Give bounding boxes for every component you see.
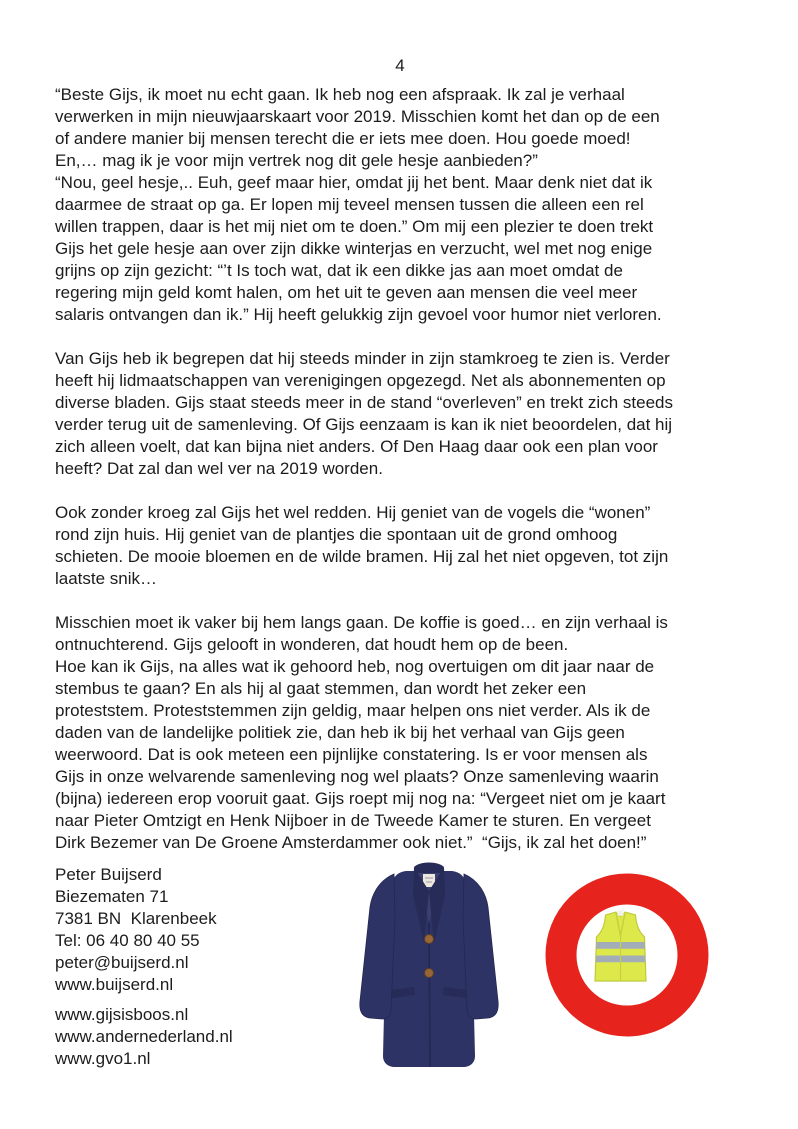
text-line: daden van de landelijke politiek zie, dan heb ik bij het verhaal van Gijs geen: [55, 723, 625, 742]
text-line: Van Gijs heb ik begrepen dat hij steeds minder in zijn stamkroeg te zien is. Verder: [55, 349, 670, 368]
text-line: (bijna) iedereen erop vooruit gaat. Gijs roept mij nog na: “Vergeet niet om je kaart: [55, 789, 666, 808]
coat-collar: [414, 863, 444, 874]
paragraph: [55, 84, 760, 326]
text-line: “Nou, geel hesje,.. Euh, geef maar hier, omdat jij het bent. Maar denk niet dat ik: [55, 173, 653, 192]
signature-line: Biezematen 71: [55, 887, 169, 906]
text-line: Gijs in onze welvarende samenleving nog wel plaats? Onze samenleving waarin: [55, 767, 659, 786]
coat-front-seam: [429, 923, 430, 1067]
prohibition-sign-icon: [545, 873, 709, 1037]
text-line: proteststem. Proteststemmen zijn geldig, maar helpen ons niet verder. Als ik de: [55, 701, 651, 720]
text-line: En,… mag ik je voor mijn vertrek nog dit gele hesje aanbieden?”: [55, 151, 538, 170]
paragraph: [55, 502, 760, 590]
coat-button: [425, 935, 434, 944]
text-line: Hoe kan ik Gijs, na alles wat ik gehoord heb, nog overtuigen om dit jaar naar de: [55, 657, 655, 676]
text-line: ontnuchterend. Gijs gelooft in wonderen, dat houdt hem op de been.: [55, 635, 569, 654]
text-line: rond zijn huis. Hij geniet van de plantjes die spontaan uit de grond omhoog: [55, 525, 618, 544]
text-line: verwerken in mijn nieuwjaarskaart voor 2019. Misschien komt het dan op de een: [55, 107, 660, 126]
page-number: 4: [395, 56, 405, 75]
signature-line: www.buijserd.nl: [55, 975, 174, 994]
text-line: heeft hij lidmaatschappen van verenigingen opgezegd. Net als abonnementen op: [55, 371, 666, 390]
text-line: Dirk Bezemer van De Groene Amsterdammer ook niet.” “Gijs, ik zal het doen!”: [55, 833, 647, 852]
signature-line: 7381 BN Klarenbeek: [55, 909, 217, 928]
text-line: zich alleen voelt, dat kan bijna niet anders. Of Den Haag daar ook een plan voor: [55, 437, 658, 456]
paragraph: [55, 348, 760, 480]
website-line: www.gijsisboos.nl: [55, 1005, 189, 1024]
text-line: stembus te gaan? En als hij al gaat stemmen, dan wordt het zeker een: [55, 679, 587, 698]
text-line: laatste snik…: [55, 569, 158, 588]
coat-illustration: [358, 861, 500, 1073]
prohibition-sign-illustration: [545, 873, 709, 1037]
text-line: naar Pieter Omtzigt en Henk Nijboer in de Tweede Kamer te sturen. En vergeet: [55, 811, 651, 830]
text-line: Misschien moet ik vaker bij hem langs gaan. De koffie is goed… en zijn verhaal is: [55, 613, 668, 632]
text-line: verder terug uit de samenleving. Of Gijs eenzaam is kan ik niet beoordelen, dat hij: [55, 415, 673, 434]
text-line: of andere manier bij mensen terecht die er iets mee doen. Hou goede moed!: [55, 129, 631, 148]
vest-neck-tag: [618, 911, 624, 916]
signature-contact: [55, 864, 233, 996]
website-line: www.andernederland.nl: [55, 1027, 233, 1046]
signature-line: peter@buijserd.nl: [55, 953, 189, 972]
text-line: weerwoord. Dat is ook meteen een pijnlijke constatering. Is er voor mensen als: [55, 745, 648, 764]
text-line: willen trappen, daar is het mij niet om te doen.” Om mij een plezier te doen trekt: [55, 217, 654, 236]
text-line: Ook zonder kroeg zal Gijs het wel redden. Hij geniet van de vogels die “wonen”: [55, 503, 651, 522]
website-line: www.gvo1.nl: [55, 1049, 151, 1068]
body-text: [55, 84, 760, 876]
text-line: regering mijn geld komt halen, om het uit te geven aan mensen die veel meer: [55, 283, 638, 302]
text-line: Gijs het gele hesje aan over zijn dikke winterjas en verzucht, wel met nog enige: [55, 239, 653, 258]
coat-sleeve-left: [360, 874, 395, 1019]
signature-block: [55, 864, 233, 1070]
signature-line: Peter Buijserd: [55, 865, 162, 884]
text-line: heeft? Dat zal dan wel ver na 2019 worden.: [55, 459, 383, 478]
text-line: grijns op zijn gezicht: “’t Is toch wat, dat ik een dikke jas aan moet omdat de: [55, 261, 623, 280]
navy-coat-image: [358, 861, 500, 1073]
coat-button: [425, 969, 434, 978]
text-line: schieten. De mooie bloemen en de wilde bramen. Hij zal het niet opgeven, tot zijn: [55, 547, 669, 566]
text-line: “Beste Gijs, ik moet nu echt gaan. Ik heb nog een afspraak. Ik zal je verhaal: [55, 85, 625, 104]
signature-line: Tel: 06 40 80 40 55: [55, 931, 200, 950]
text-line: diverse bladen. Gijs staat steeds meer in de stand “overleven” en trekt zich steeds: [55, 393, 673, 412]
signature-websites: [55, 1004, 233, 1070]
text-line: salaris ontvangen dan ik.” Hij heeft gelukkig zijn gevoel voor humor niet verloren.: [55, 305, 662, 324]
coat-sleeve-right: [463, 874, 498, 1019]
paragraph: [55, 612, 760, 854]
text-line: daarmee de straat op ga. Er lopen mij teveel mensen tussen die alleen een rel: [55, 195, 644, 214]
